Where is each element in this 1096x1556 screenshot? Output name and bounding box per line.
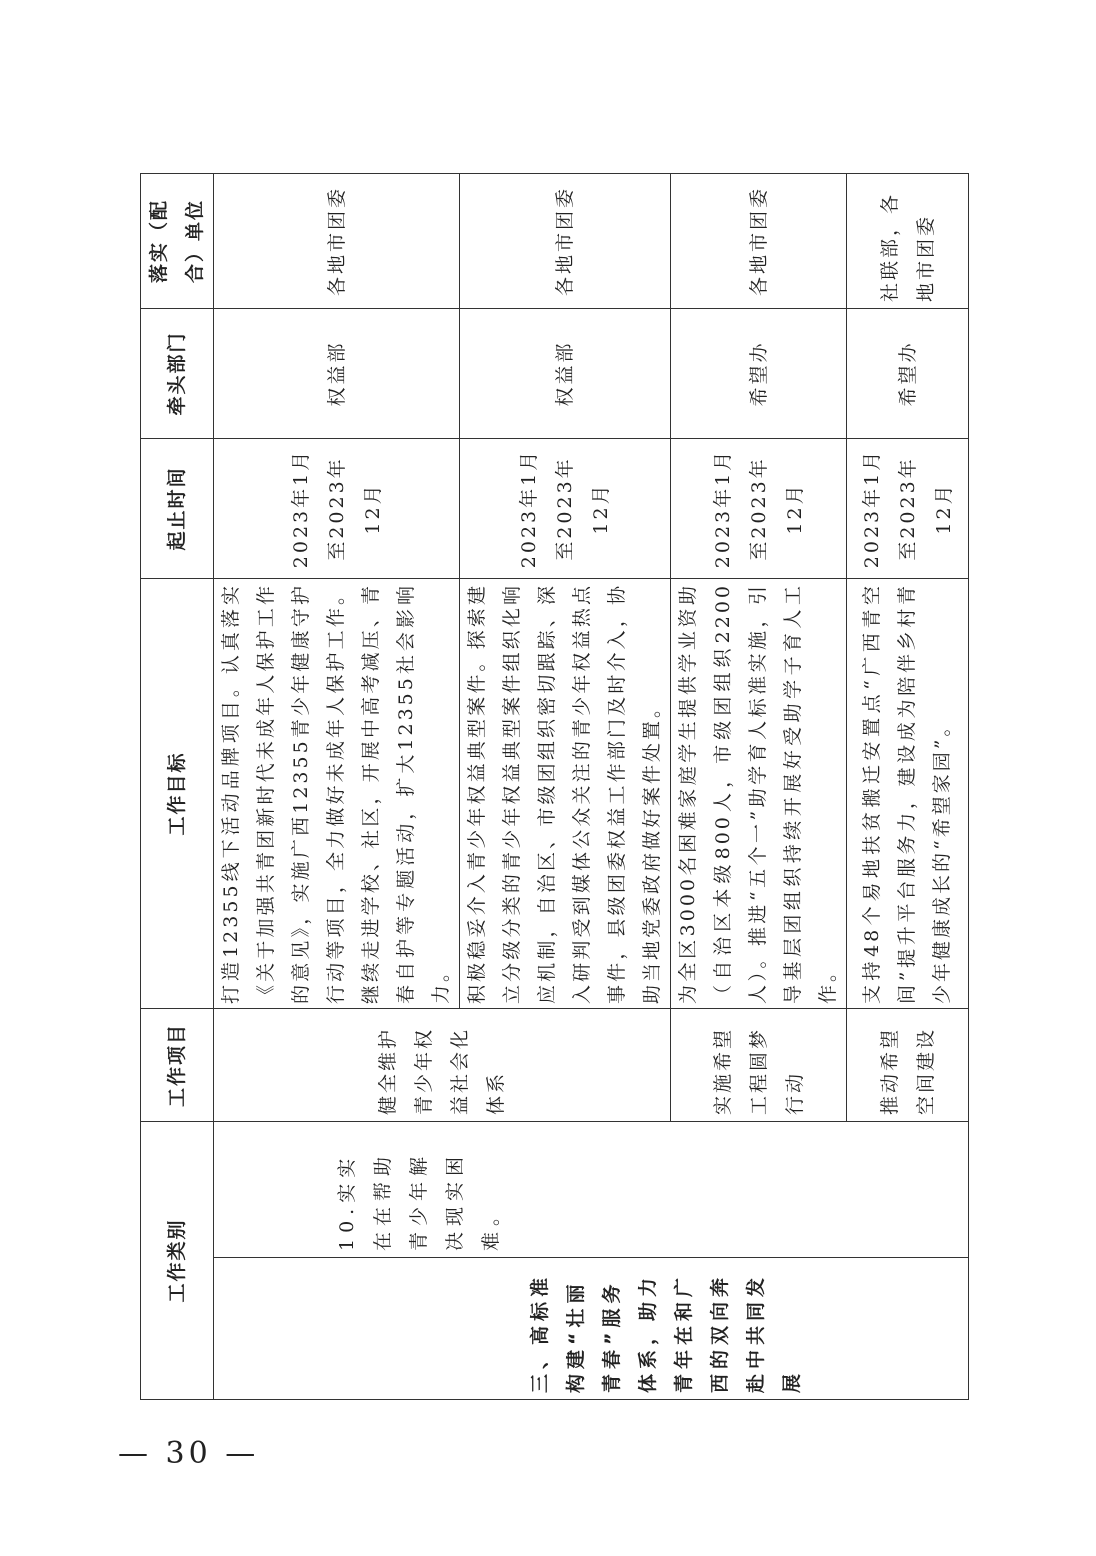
lead-cell: 希望办 [671, 308, 847, 438]
goal-cell: 打造12355线下活动品牌项目。认真落实《关于加强共青团新时代未成年人保护工作的意见》，实施广西12355青少年健康守护行动等项目，全力做好未成年人保护工作。继续走进学校、社区，开展中高考减压、青春自护等专题活动，扩大12355社会影响力。 [214, 578, 460, 1008]
impl-cell: 社联部，各地市团委 [847, 173, 969, 308]
item-cell: 实施希望工程圆梦行动 [671, 1008, 847, 1121]
table-row [214, 173, 460, 1399]
goal-cell: 为全区3000名困难家庭学生提供学业资助（自治区本级800人，市级团组织2200人）。推进“五个一”助学育人标准实施，引导基层团组织持续开展好受助学子育人工作。 [671, 578, 847, 1008]
category-cell: 三、高标准构建“壮丽青春”服务体系，助力青年在和广西的双向奔赴中共同发展 [214, 1258, 969, 1400]
time-cell: 2023年1月至2023年12月 [847, 438, 969, 578]
goal-cell: 积极稳妥介入青少年权益典型案件。探索建立分级分类的青少年权益典型案件组织化响应机制，自治区、市级团组织密切跟踪、深入研判受到媒体公众关注的青少年权益热点事件，县级团委权益工作部门及时介入，协助当地党委政府做好案件处置。 [460, 578, 671, 1008]
work-plan-table [140, 173, 969, 1400]
impl-cell: 各地市团委 [671, 173, 847, 308]
lead-cell: 权益部 [460, 308, 671, 438]
impl-cell: 各地市团委 [460, 173, 671, 308]
time-cell: 2023年1月至2023年12月 [671, 438, 847, 578]
header-goal: 工作目标 [141, 578, 214, 1008]
header-lead: 牵头部门 [141, 308, 214, 438]
lead-cell: 希望办 [847, 308, 969, 438]
header-item: 工作项目 [141, 1008, 214, 1121]
subcategory-cell: 10.实实在在帮助青少年解决现实困难。 [214, 1121, 969, 1257]
time-cell: 2023年1月至2023年12月 [214, 438, 460, 578]
header-impl: 落实（配合）单位 [141, 173, 214, 308]
item-cell: 推动希望空间建设 [847, 1008, 969, 1121]
header-row [141, 173, 214, 1399]
rotated-table-wrapper [140, 174, 955, 1400]
page-number: — 30 — [118, 1436, 260, 1471]
goal-cell: 支持48个易地扶贫搬迁安置点“广西青空间”提升平台服务力，建设成为陪伴乡村青少年健康成长的“希望家园”。 [847, 578, 969, 1008]
header-time: 起止时间 [141, 438, 214, 578]
time-cell: 2023年1月至2023年12月 [460, 438, 671, 578]
item-cell: 健全维护青少年权益社会化体系 [214, 1008, 671, 1121]
header-category: 工作类别 [141, 1121, 214, 1399]
impl-cell: 各地市团委 [214, 173, 460, 308]
lead-cell: 权益部 [214, 308, 460, 438]
